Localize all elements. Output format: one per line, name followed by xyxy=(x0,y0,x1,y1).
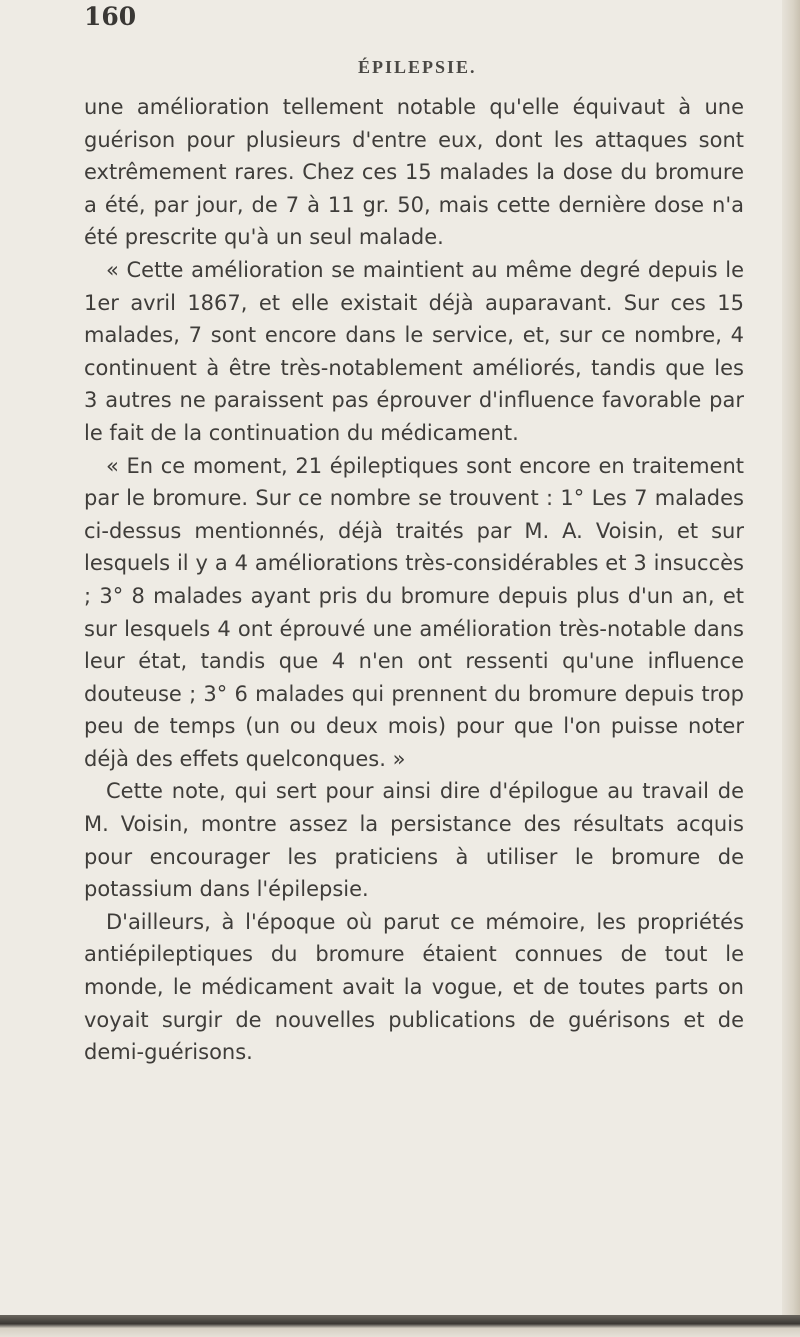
page-edge-right xyxy=(782,0,800,1337)
page-edge-bottom xyxy=(0,1315,800,1337)
running-head: ÉPILEPSIE. xyxy=(358,57,477,77)
paragraph-continuation: une amélioration tellement notable qu'elle équivaut à une guérison pour plusieurs d'entre eux, dont les attaques sont extrêmement rares. Chez ces 15 malades la dose du bromure a été, par jour, de 7 à 11 gr. 50, mais cette dernière dose n'a été prescrite qu'à un seul malade. xyxy=(84,95,744,250)
paragraph-quote-traitement: « En ce moment, 21 épileptiques sont encore en traitement par le bromure. Sur ce nombre se trouvent : 1° Les 7 malades ci-dessus mentionnés, déjà traités par M. A. Voisin, et sur lesquels il y a 4 améliorations très-considérables et 3 insuccès ; 3° 8 malades ayant pris du bromure depuis plus d'un an, et sur lesquels 4 ont éprouvé une amélioration très-notable dans leur état, tandis que 4 n'en ont ressenti qu'une influence douteuse ; 3° 6 malades qui prennent du bromure depuis trop peu de temps (un ou deux mois) pour que l'on puisse noter déjà des effets quelconques. » xyxy=(84,453,744,771)
paragraph-conclusion: D'ailleurs, à l'époque où parut ce mémoire, les propriétés antiépileptiques du bromure étaient connues de tout le monde, le médicament avait la vogue, et de toutes parts on voyait surgir de nouvelles publications de guérisons et de demi-guérisons. xyxy=(84,909,744,1065)
paragraph-quote-amelioration: « Cette amélioration se maintient au même degré depuis le 1er avril 1867, et elle existait déjà auparavant. Sur ces 15 malades, 7 sont encore dans le service, et, sur ce nombre, 4 continuent à être très-notablement améliorés, tandis que les 3 autres ne paraissent pas éprouver d'influence favorable par le fait de la continuation du médicament. xyxy=(84,257,744,445)
body-text xyxy=(84,91,744,1069)
page-number: 160 xyxy=(84,2,137,31)
paragraph-note: Cette note, qui sert pour ainsi dire d'épilogue au travail de M. Voisin, montre assez la persistance des résultats acquis pour encourager les praticiens à utiliser le bromure de potassium dans l'épilepsie. xyxy=(84,779,744,902)
